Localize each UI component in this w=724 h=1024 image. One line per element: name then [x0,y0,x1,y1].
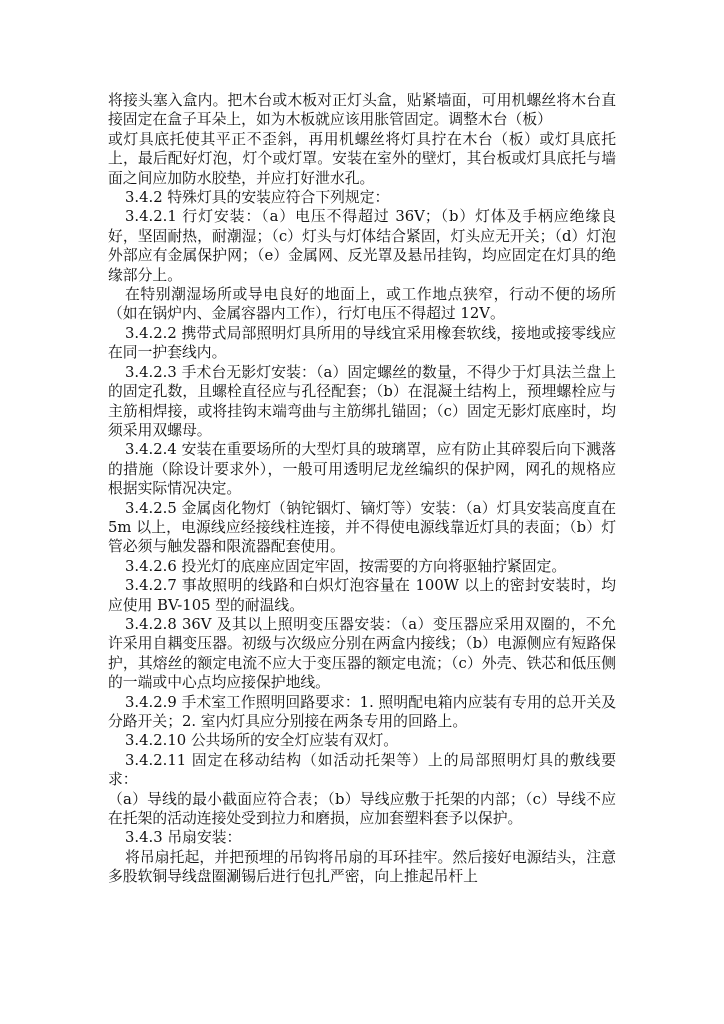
clause-3-4-2-11: 3.4.2.11 固定在移动结构（如活动托架等）上的局部照明灯具的敷线要求： [108,751,616,789]
clause-3-4-2-5: 3.4.2.5 金属卤化物灯（钠铊铟灯、镝灯等）安装：（a）灯具安装高度直在 5m 以上，电源线应经接线柱连接，并不得使电源线靠近灯具的表面；（b）灯管必须与触发器和限流器配套使用。 [108,499,616,556]
paragraph-ceiling-fan: 将吊扇托起，并把预埋的吊钩将吊扇的耳环挂牢。然后接好电源结头，注意多股软铜导线盘圈涮锡后进行包扎严密，向上推起吊杆上 [108,848,616,886]
clause-3-4-2-10: 3.4.2.10 公共场所的安全灯应装有双灯。 [125,732,399,750]
document-body [108,91,616,887]
clause-3-4-2-2: 3.4.2.2 携带式局部照明灯具所用的导线宜采用橡套软线，接地或接零线应在同一护套线内。 [108,324,616,362]
clause-3-4-2-7: 3.4.2.7 事故照明的线路和白炽灯泡容量在 100W 以上的密封安装时，均应使用 BV-105 型的耐温线。 [108,577,616,614]
paragraph-1: 将接头塞入盒内。把木台或木板对正灯头盒，贴紧墙面，可用机螺丝将木台直接固定在盒子耳朵上，如为木板就应该用胀管固定。调整木台（板） [108,92,616,129]
clause-3-4-2-3: 3.4.2.3 手术台无影灯安装：（a）固定螺丝的数量，不得少于灯具法兰盘上的固定孔数，且螺栓直径应与孔径配套；（b）在混凝土结构上，预埋螺栓应与主筋相焊接，或将挂钩末端弯曲与主筋绑扎锚固；（c）固定无影灯底座时，均须采用双螺母。 [108,363,616,439]
section-heading-3-4-2: 3.4.2 特殊灯具的安装应符合下列规定： [125,189,390,207]
clause-3-4-2-6: 3.4.2.6 投光灯的底座应固定牢固，按需要的方向将驱轴拧紧固定。 [125,557,567,575]
clause-3-4-2-8: 3.4.2.8 36V 及其以上照明变压器安装：（a）变压器应采用双圈的，不允许采用自耦变压器。初级与次级应分别在两盒内接线；（b）电源侧应有短路保护，其熔丝的额定电流不应大于变压器的额定电流；（c）外壳、铁芯和低压侧的一端或中心点均应接保护地线。 [108,615,616,692]
paragraph-2: 或灯具底托使其平正不歪斜，再用机螺丝将灯具拧在木台（板）或灯具底托上，最后配好灯泡，灯个或灯罩。安装在室外的壁灯，其台板或灯具底托与墙面之间应加防水胶垫，并应打好泄水孔。 [108,130,616,187]
clause-3-4-2-1: 3.4.2.1 行灯安装：（a）电压不得超过 36V；（b）灯体及手柄应绝缘良好，坚固耐热，耐潮湿；（c）灯头与灯体结合紧固，灯头应无开关；（d）灯泡外部应有金属保护网；（e）金属网、反光罩及悬吊挂钩，均应固定在灯具的绝缘部分上。 [108,208,616,284]
clause-3-4-2-9: 3.4.2.9 手术室工作照明回路要求：1. 照明配电箱内应装有专用的总开关及分路开关；2. 室内灯具应分别接在两条专用的回路上。 [108,693,616,730]
section-heading-3-4-3: 3.4.3 吊扇安装： [125,829,242,847]
paragraph-wiring-requirements: （a）导线的最小截面应符合表；（b）导线应敷于托架的内部；（c）导线不应在托架的活动连接处受到拉力和磨损，应加套塑料套予以保护。 [108,790,616,828]
paragraph-humid-locations: 在特别潮湿场所或导电良好的地面上，或工作地点狭窄，行动不便的场所（如在锅炉内、金属容器内工作），行灯电压不得超过 12V。 [108,286,616,323]
clause-3-4-2-4: 3.4.2.4 安装在重要场所的大型灯具的玻璃罩，应有防止其碎裂后向下溅落的措施（除设计要求外），一般可用透明尼龙丝编织的保护网，网孔的规格应根据实际情况决定。 [108,441,616,498]
